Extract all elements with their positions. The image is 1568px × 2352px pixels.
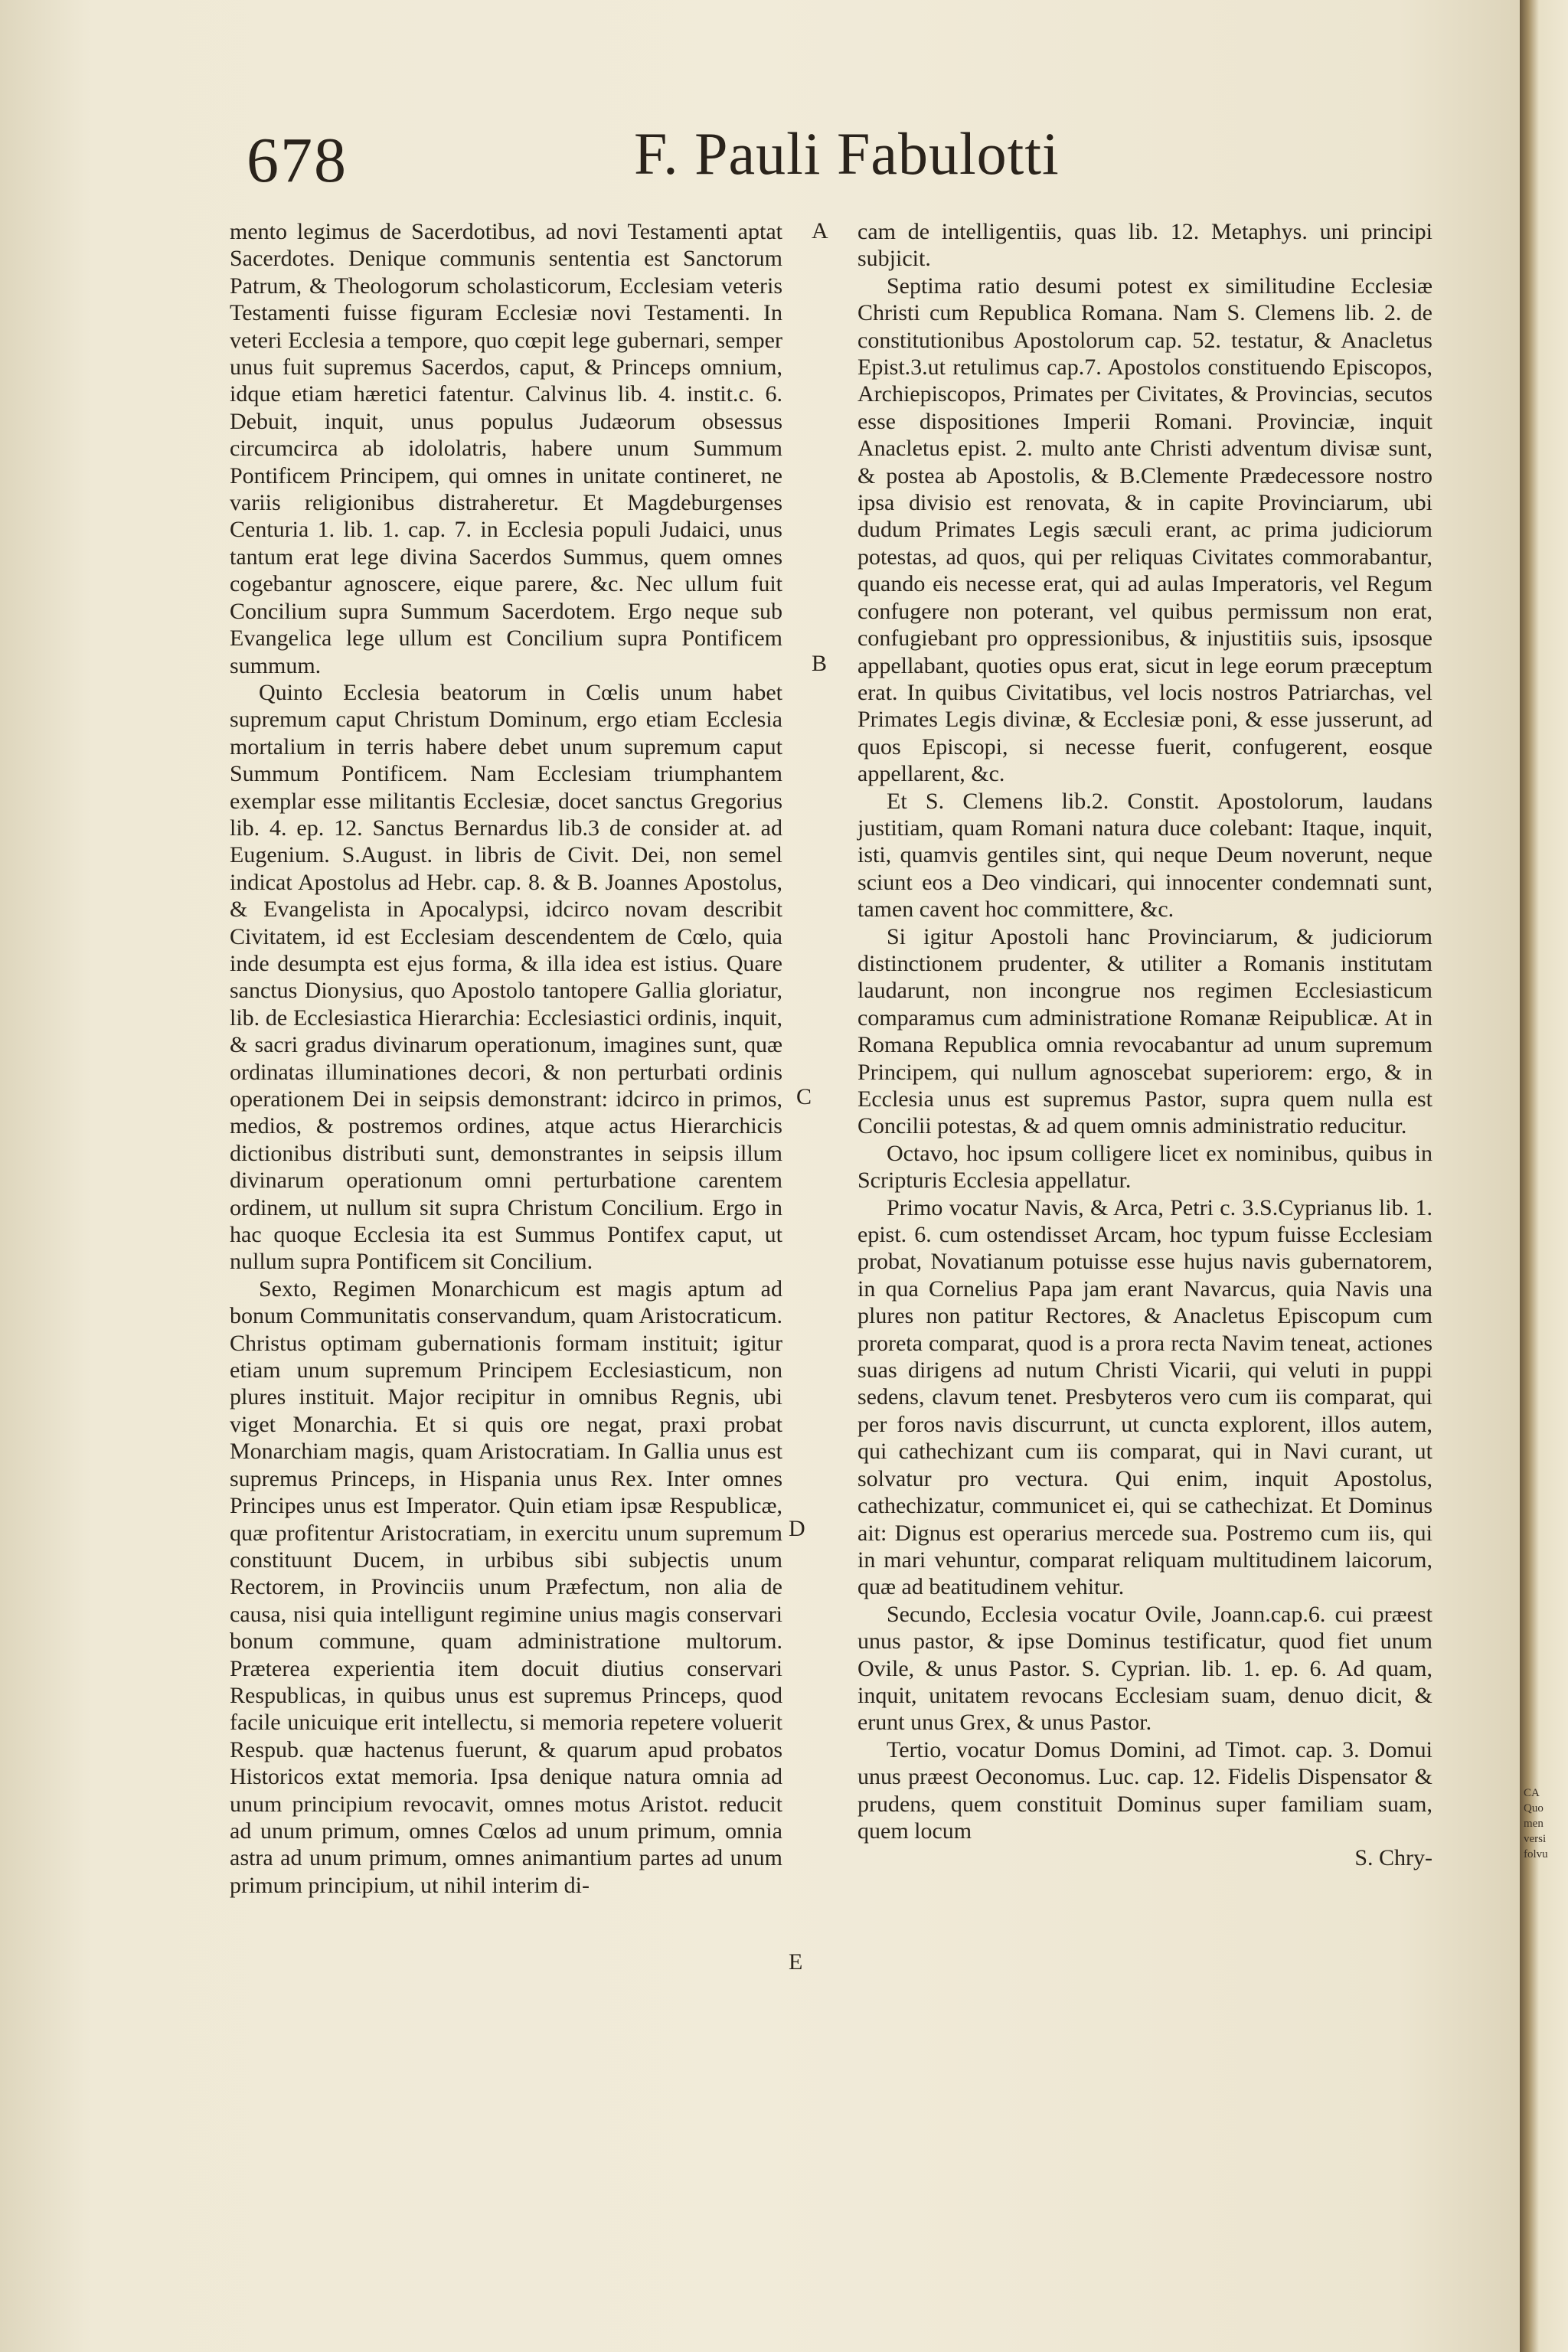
paragraph: Primo vocatur Navis, & Arca, Petri c. 3.S.Cyprianus lib. 1. epist. 6. cum ostendisset Arcam, hoc typum fuisse Ecclesiam probat, Novatianum potuisse esse hujus navis gubernatorem, in qua Cornelius Papa jam erant Navarcus, quia Navis una plures non patitur Rectores, & Anacletus Episcopum cum proreta comparat, quod is a prora recta Navim teneat, actiones suas dirigens ad nutum Christi Vicarii, qui veluti in puppi sedens, clavum tenet. Presbyteros vero cum iis comparat, qui per foros navis discurrunt, ut cuncta explorent, illos autem, qui cathechizant cum iis comparat, qui in Navi curant, ut solvatur pro vectura. Qui enim, inquit Apostolus, cathechizatur, communicet ei, qui se cathechizat. Et Dominus ait: Dignus est operarius mercede sua. Postremo cum iis, qui in mari vehuntur, comparat reliquam multitudinem laicorum, quæ ad beatitudinem vehitur. [858, 1194, 1432, 1600]
paragraph: Et S. Clemens lib.2. Constit. Apostolorum, laudans justitiam, quam Romani natura duce colebant: Itaque, inquit, isti, quamvis gentiles sint, qui neque Deum noverunt, neque sciunt eos a Deo vindicari, qui innocenter condemnati sunt, tamen cavent hoc committere, &c. [858, 788, 1432, 923]
paragraph: Tertio, vocatur Domus Domini, ad Timot. cap. 3. Domui unus præest Oeconomus. Luc. cap. 12. Fidelis Dispensator & prudens, quem constituit Dominus super familiam suam, quem locum [858, 1736, 1432, 1844]
paragraph: cam de intelligentiis, quas lib. 12. Metaphys. uni principi subjicit. [858, 219, 1432, 272]
paragraph: Secundo, Ecclesia vocatur Ovile, Joann.cap.6. cui præest unus pastor, & ipse Dominus testificatur, quod fiet unum Ovile, & unus Pastor. S. Cyprian. lib. 1. ep. 6. Ad quam, inquit, unitatem revocans Ecclesiam suam, denuo dicit, & erunt unus Grex, & unus Pastor. [858, 1601, 1432, 1736]
margin-note-line: folvu [1524, 1848, 1548, 1860]
paragraph: mento legimus de Sacerdotibus, ad novi Testamenti aptat Sacerdotes. Denique communis sententia est Sanctorum Patrum, & Theologorum scholasticorum, Ecclesiam veteris Testamenti fuisse figuram Ecclesiæ novi Testamenti. In veteri Ecclesia a tempore, quo cœpit lege gubernari, semper unus fuit supremus Sacerdos, caput, & Princeps omnium, idque etiam hæretici fatentur. Calvinus lib. 4. instit.c. 6. Debuit, inquit, unus populus Judæorum obsessus circumcirca ab idololatris, habere unum Summum Pontificem Principem, qui omnes in unitate contineret, ne variis religionibus distraheretur. Et Magdeburgenses Centuria 1. lib. 1. cap. 7. in Ecclesia populi Judaici, unus tantum erat lege divina Sacerdos Summus, quem omnes cogebantur agnoscere, eique parere, &c. Nec ullum fuit Concilium supra Summum Sacerdotem. Ergo neque sub Evangelica lege ullum est Concilium supra Pontificem summum. [230, 219, 782, 678]
margin-note-line: Quo [1524, 1802, 1544, 1815]
margin-note-line: men [1524, 1818, 1544, 1830]
margin-letter-a: A [812, 218, 828, 243]
left-column [230, 218, 782, 1899]
margin-note-line: versi [1524, 1833, 1547, 1845]
margin-note-line: CA [1524, 1787, 1540, 1799]
right-column [858, 218, 1432, 1872]
margin-letter-b: B [812, 651, 828, 676]
page-number: 678 [247, 125, 348, 196]
paragraph: Quinto Ecclesia beatorum in Cœlis unum habet supremum caput Christum Dominum, ergo etiam Ecclesia mortalium in terris habere debet unum supremum caput Summum Pontificem. Nam Ecclesiam triumphantem exemplar esse militantis Ecclesiæ, docet sanctus Gregorius lib. 4. ep. 12. Sanctus Bernardus lib.3 de consider at. ad Eugenium. S.August. in libris de Civit. Dei, non semel indicat Apostolus ad Hebr. cap. 8. & B. Joannes Apostolus, & Evangelista in Apocalypsi, idcirco novam describit Civitatem, id est Ecclesiam descendentem de Cœlo, quia inde desumpta est ejus forma, & illa idea est istius. Quare sanctus Dionysius, quo Apostolo tantopere Gallia gloriatur, lib. de Ecclesiastica Hierarchia: Ecclesiastici ordinis, inquit, & sacri gradus divinarum operationum, imagines sunt, quæ ordinatas illuminationes decori, & non perturbati ordinis operationem Dei in seipsis demonstrant: idcirco in primos, medios, & postremos ordines, atque actus Hierarchicis dictionibus distributi sunt, demonstrantes in seipsis illum divinarum operationum omni perturbatione carentem ordinem, ut nullum sit supra Christum Concilium. Ergo in hac quoque Ecclesia ita est Summus Pontifex caput, ut nullum supra Pontificem sit Concilium. [230, 679, 782, 1275]
paragraph: Sexto, Regimen Monarchicum est magis aptum ad bonum Communitatis conservandum, quam Aristocraticum. Christus optimam gubernationis formam instituit; igitur etiam unum supremum Principem Ecclesiasticum, non plures instituit. Major recipitur in omnibus Regnis, ubi viget Monarchia. Et si quis ore negat, praxi probat Monarchiam magis, quam Aristocratiam. In Gallia unus est supremus Princeps, in Hispania unus Rex. Inter omnes Principes unus est Imperator. Quin etiam ipsæ Respublicæ, quæ profitentur Aristocratiam, in exercitu unum supremum constituunt Ducem, in urbibus sibi subjectis unum Rectorem, in Provinciis unum Præfectum, non alia de causa, nisi quia intelligunt regimine unius magis conservari bonum commune, quam administratione multorum. Præterea experientia item docuit diutius conservari Respublicas, in quibus unus est supremus Princeps, quod facile unicuique erit intellectu, si memoria repetere voluerit Respub. quæ hactenus fuerunt, & quarum apud probatos Historicos extat memoria. Ipsa denique natura omnia ad unum principium revocavit, omnes motus Aristot. reducit ad unum primum, omnes Cœlos ad unum primum, omnia astra ad unum primum, omnes animantium partes ad unum primum principium, ut nihil interim di- [230, 1276, 782, 1898]
paragraph: Si igitur Apostoli hanc Provinciarum, & judiciorum distinctionem prudenter, & utiliter a Romanis institutam laudarunt, non incongrue nos regimen Ecclesiasticum comparamus cum administratione Romanæ Reipublicæ. At in Romana Republica omnia revocabantur ad unum supremum Principem, qui nullum agnoscebat superiorem: ergo, & in Ecclesia unus est supremus Pastor, supra quem nulla est Concilii potestas, & ad quem omnis administratio reducitur. [858, 923, 1432, 1139]
paragraph: Octavo, hoc ipsum colligere licet ex nominibus, quibus in Scripturis Ecclesia appellatur. [858, 1140, 1432, 1194]
next-page-margin-note [1524, 1785, 1566, 1862]
margin-letter-d: D [789, 1516, 805, 1541]
margin-letter-c: C [796, 1084, 812, 1109]
paragraph: Septima ratio desumi potest ex similitudine Ecclesiæ Christi cum Republica Romana. Nam S. Clemens lib. 2. de constitutionibus Apostolorum cap. 52. testatur, & Anacletus Epist.3.ut retulimus cap.7. Apostolos constituendo Episcopos, Archiepiscopos, Primates per Civitates, & Provincias, secutos esse dispositiones Imperii Romani. Provinciæ, inquit Anacletus epist. 2. multo ante Christi adventum divisæ sunt, & postea ab Apostolis, & B.Clemente Prædecessore nostro ipsa divisio est renovata, & in capite Provinciarum, ubi dudum Primates Legis sæculi erant, ac prima judiciorum potestas, ad quos, qui per reliquas Civitates commorabantur, quando eis necesse erat, qui ad aulas Imperatoris, vel Regum confugere non poterant, vel quibus permissum non erat, confugiebant pro oppressionibus, & injustitiis suis, ipsosque appellabant, quoties opus erat, sicut in lege eorum præceptum erat. In quibus Civitatibus, vel locis nostros Patriarchas, vel Primates Legis divinæ, & Ecclesiæ poni, & esse jusserunt, ad quos Episcopi, si necesse fuerit, confugerent, eosque appellarent, &c. [858, 273, 1432, 787]
catchword: S. Chry- [1354, 1845, 1432, 1871]
next-page-edge [1520, 0, 1568, 2352]
running-title: F. Pauli Fabulotti [634, 120, 1060, 187]
margin-letter-e: E [789, 1949, 803, 1975]
